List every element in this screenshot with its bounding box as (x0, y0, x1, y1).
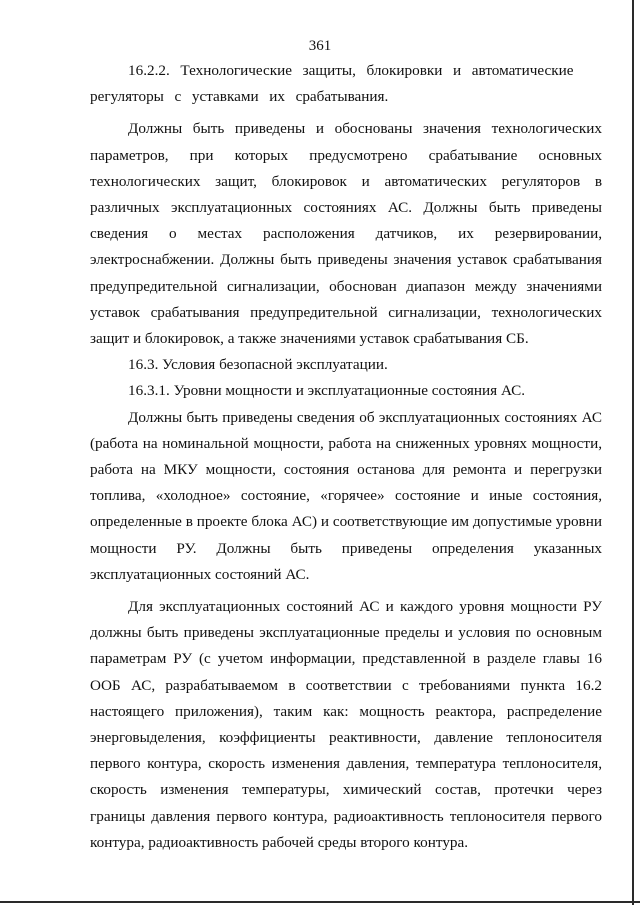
scan-edge-right (632, 0, 634, 905)
section-heading-16-3-1: 16.3.1. Уровни мощности и эксплуатационные состояния АС. (128, 382, 526, 400)
page-number: 361 (308, 38, 332, 54)
scan-edge-bottom (0, 901, 640, 903)
paragraph-operating-limits: Для эксплуатационных состояний АС и каждого уровня мощности РУ должны быть приведены эксплуатационные пределы и условия по основным параметрам РУ (с учетом информации, представленной в разделе главы 16 ООБ АС, разрабатываемом в соответствии с требованиями пункта 16.2 настоящего приложения), таким как: мощность реактора, распределение энерговыделения, коэффициенты реактивности, давление теплоносителя первого контура, скорость изменения давления, температура теплоносителя, скорость изменения температуры, химический состав, протечки через границы давления первого контура, радиоактивность теплоносителя первого контура, радиоактивность рабочей среды второго контура. (90, 598, 602, 851)
paragraph-technological-parameters: Должны быть приведены и обоснованы значения технологических параметров, при которых предусмотрено срабатывание основных технологических защит, блокировок и автоматических регуляторов в различных эксплуатационных состояниях АС. Должны быть приведены сведения о местах расположения датчиков, их резервировании, электроснабжении. Должны быть приведены значения уставок срабатывания предупредительной сигнализации, обоснован диапазон между значениями уставок срабатывания предупредительной сигнализации, технологических защит и блокировок, а также значениями уставок срабатывания СБ. (90, 120, 602, 348)
paragraph-operating-states: Должны быть приведены сведения об эксплуатационных состояниях АС (работа на номинальной мощности, работа на сниженных уровнях мощности, работа на МКУ мощности, состояния останова для ремонта и перегрузки топлива, «холодное» состояние, «горячее» состояние и иные состояния, определенные в проекте блока АС) и соответствующие им допустимые уровни мощности РУ. Должны быть приведены определения указанных эксплуатационных состояний АС. (90, 408, 602, 583)
section-heading-16-3: 16.3. Условия безопасной эксплуатации. (128, 356, 388, 374)
section-heading-16-2-2: 16.2.2. Технологические защиты, блокировки и автоматические регуляторы с уставками их срабатывания. (90, 62, 574, 106)
document-body (90, 58, 602, 856)
